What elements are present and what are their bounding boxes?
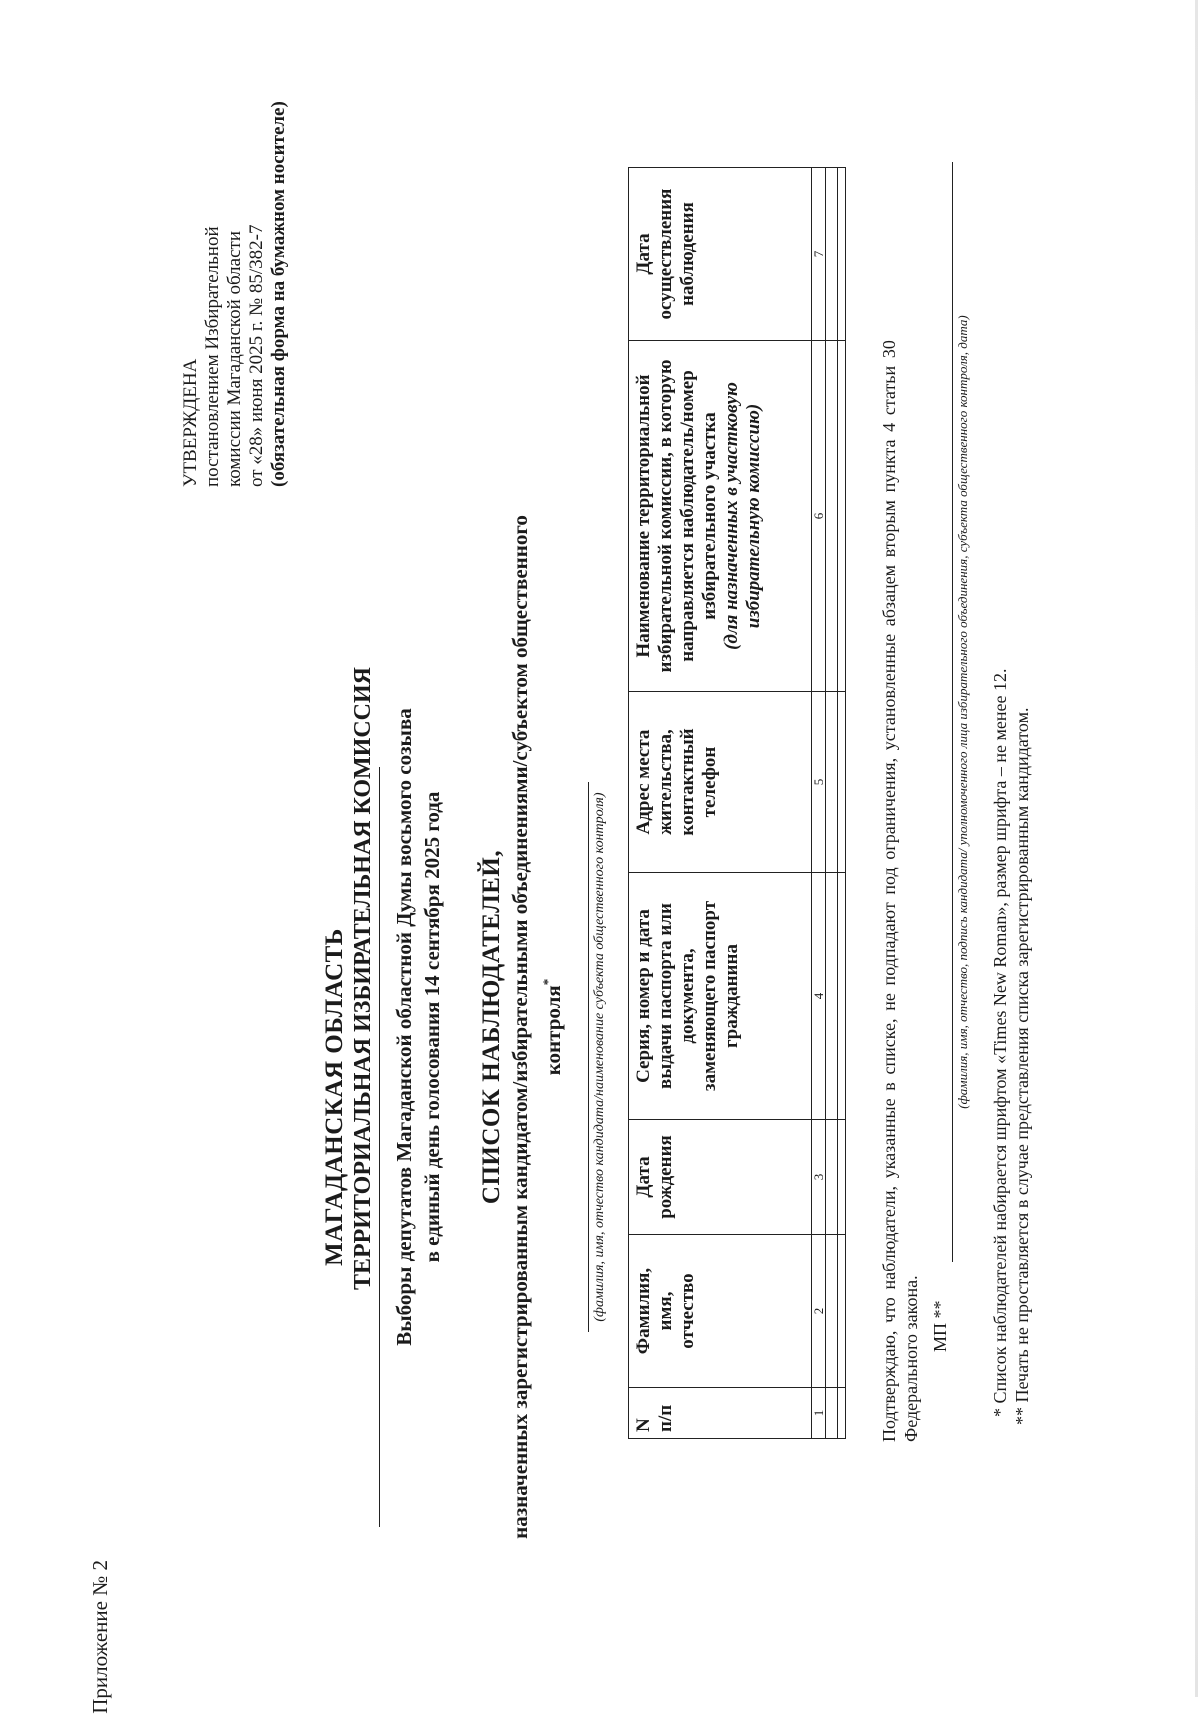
list-subtitle (506, 427, 567, 1627)
table-cell (838, 1235, 846, 1388)
list-title: СПИСОК НАБЛЮДАТЕЛЕЙ, (478, 849, 505, 1205)
region-name: МАГАДАНСКАЯ ОБЛАСТЬ (321, 928, 348, 1266)
commission-line (350, 667, 380, 1527)
signature-underline (952, 162, 953, 1262)
column-number: 2 (812, 1235, 826, 1388)
table-cell (838, 873, 846, 1120)
footnote-1: * Список наблюдателей набирается шрифтом «Times New Roman», размер шрифта – не менее 12. (990, 668, 1010, 1417)
table-cell (838, 692, 846, 873)
column-number: 4 (812, 873, 826, 1120)
header-commission: Наименование территориальной избирательной комиссии, в которую направляется наблюдатель/номер избирательного участка (для назначенных в участковую избирательную комиссию) (629, 341, 812, 692)
confirmation-line-2: Федерального закона. (901, 1275, 921, 1442)
table-cell (826, 168, 838, 341)
election-line-1: Выборы депутатов Магаданской областной Думы восьмого созыва (392, 708, 416, 1346)
header-birth-date: Дата рождения (629, 1120, 812, 1235)
column-number: 3 (812, 1120, 826, 1235)
table-cell (838, 341, 846, 692)
column-number: 1 (812, 1388, 826, 1439)
approval-line-2: комиссии Магаданской области (224, 231, 245, 487)
footnote-mark: * (540, 978, 555, 986)
appendix-label: Приложение № 2 (88, 1560, 112, 1714)
header-number: N п/п (629, 1388, 812, 1439)
stamp-label: МП ** (930, 1300, 950, 1352)
table-cell (826, 1235, 838, 1388)
election-line-2: в единый день голосования 14 сентября 2025 года (420, 791, 444, 1263)
election-title (390, 477, 446, 1577)
region-block (320, 667, 380, 1527)
header-address: Адрес места жительства, контактный телефон (629, 692, 812, 873)
column-number: 5 (812, 692, 826, 873)
column-number: 7 (812, 168, 826, 341)
observers-table (628, 167, 846, 1439)
confirmation-text (878, 42, 922, 1442)
approval-block (180, 27, 290, 487)
approval-line-3: от «28» июня 2025 г. № 85/382-7 (246, 224, 267, 487)
signature-caption: (фамилия, имя, отчество, подпись кандидата/ уполномоченного лица избирательного объединения, субъекта общественного контроля, дата) (955, 315, 970, 1109)
list-subtitle-word: контроля (541, 985, 565, 1076)
column-number-row (812, 168, 826, 1439)
confirmation-line-1: Подтверждаю, что наблюдатели, указанные в списке, не подпадают под ограничения, установленные абзацем вторым пункта 4 статьи 30 (879, 340, 899, 1442)
table-cell (838, 1120, 846, 1235)
approval-line-1: постановлением Избирательной (202, 226, 223, 487)
header-observation-date: Дата осуществления наблюдения (629, 168, 812, 341)
list-subtitle-line-1: назначенных зарегистрированным кандидатом/избирательными объединениями/субъектом общественного (508, 515, 532, 1539)
table-cell (838, 168, 846, 341)
commission-name: ТЕРРИТОРИАЛЬНАЯ ИЗБИРАТЕЛЬНАЯ КОМИССИЯ (350, 667, 376, 1291)
header-full-name: Фамилия, имя, отчество (629, 1235, 812, 1388)
name-underline (588, 782, 589, 1332)
header-passport: Серия, номер и дата выдачи паспорта или документа, заменяющего паспорт гражданина (629, 873, 812, 1120)
table-cell (826, 1120, 838, 1235)
table-cell (826, 873, 838, 1120)
approval-title: УТВЕРЖДЕНА (180, 358, 201, 487)
name-caption: (фамилия, имя, отчество кандидата/наименование субъекта общественного контроля) (592, 792, 607, 1322)
table-cell (826, 692, 838, 873)
commission-underline (379, 767, 380, 1527)
table-cell (838, 1388, 846, 1439)
footnote-2: ** Печать не проставляется в случае представления списка зарегистрированным кандидатом. (1012, 707, 1032, 1425)
column-number: 6 (812, 341, 826, 692)
table-row (838, 168, 846, 1439)
list-subtitle-line-2 (534, 427, 567, 1627)
table-cell (826, 341, 838, 692)
mandatory-form-note: (обязательная форма на бумажном носителе) (268, 101, 289, 487)
table-header-row (629, 168, 812, 1439)
table-row (826, 168, 838, 1439)
table-cell (826, 1388, 838, 1439)
